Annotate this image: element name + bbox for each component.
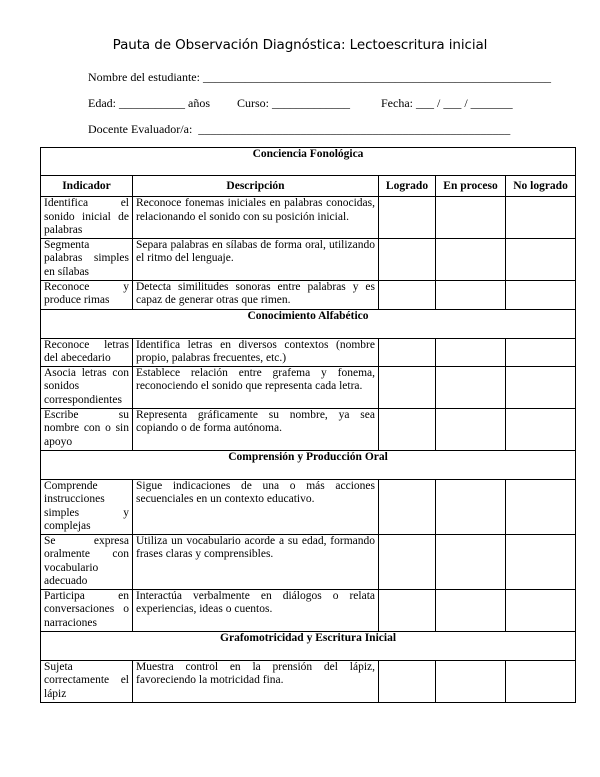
not-achieved-checkbox-cell[interactable] [506, 534, 576, 589]
indicator-cell: Participa en conversaciones o narraciones [41, 589, 133, 631]
in-progress-header: En proceso [436, 176, 506, 197]
description-cell: Interactúa verbalmente en diálogos o relata experiencias, ideas o cuentos. [133, 589, 379, 631]
not-achieved-checkbox-cell[interactable] [506, 408, 576, 450]
observation-table-body [41, 148, 576, 703]
achieved-checkbox-cell[interactable] [379, 197, 436, 239]
achieved-checkbox-cell[interactable] [379, 366, 436, 408]
indicator-row [41, 589, 576, 631]
section-row [41, 631, 576, 660]
achieved-header: Logrado [379, 176, 436, 197]
section-row [41, 148, 576, 176]
not-achieved-checkbox-cell[interactable] [506, 338, 576, 366]
description-header: Descripción [133, 176, 379, 197]
in-progress-checkbox-cell[interactable] [436, 238, 506, 280]
achieved-checkbox-cell[interactable] [379, 338, 436, 366]
teacher-field[interactable]: Docente Evaluador/a: ____________________________________________________ [88, 122, 511, 136]
in-progress-checkbox-cell[interactable] [436, 366, 506, 408]
achieved-checkbox-cell[interactable] [379, 479, 436, 534]
not-achieved-header: No logrado [506, 176, 576, 197]
indicator-row [41, 660, 576, 702]
achieved-checkbox-cell[interactable] [379, 589, 436, 631]
indicator-cell: Sujeta correctamente el lápiz [41, 660, 133, 702]
indicator-row [41, 408, 576, 450]
indicator-header: Indicador [41, 176, 133, 197]
achieved-checkbox-cell[interactable] [379, 408, 436, 450]
in-progress-checkbox-cell[interactable] [436, 280, 506, 309]
indicator-cell: Comprende instrucciones simples y complejas [41, 479, 133, 534]
achieved-checkbox-cell[interactable] [379, 660, 436, 702]
description-cell: Utiliza un vocabulario acorde a su edad, formando frases claras y comprensibles. [133, 534, 379, 589]
description-cell: Sigue indicaciones de una o más acciones secuenciales en un contexto educativo. [133, 479, 379, 534]
observation-table [40, 147, 576, 703]
indicator-row [41, 238, 576, 280]
indicator-cell: Identifica el sonido inicial de palabras [41, 197, 133, 239]
in-progress-checkbox-cell[interactable] [436, 589, 506, 631]
header-row [41, 176, 576, 197]
not-achieved-checkbox-cell[interactable] [506, 479, 576, 534]
indicator-row [41, 338, 576, 366]
indicator-cell: Reconoce y produce rimas [41, 280, 133, 309]
description-cell: Reconoce fonemas iniciales en palabras conocidas, relacionando el sonido con su posición inicial. [133, 197, 379, 239]
indicator-cell: Escribe su nombre con o sin apoyo [41, 408, 133, 450]
indicator-row [41, 280, 576, 309]
in-progress-checkbox-cell[interactable] [436, 408, 506, 450]
indicator-cell: Asocia letras con sonidos correspondientes [41, 366, 133, 408]
section-row [41, 309, 576, 338]
indicator-row [41, 479, 576, 534]
indicator-row [41, 534, 576, 589]
in-progress-checkbox-cell[interactable] [436, 338, 506, 366]
not-achieved-checkbox-cell[interactable] [506, 366, 576, 408]
indicator-cell: Se expresa oralmente con vocabulario adecuado [41, 534, 133, 589]
section-row [41, 450, 576, 479]
in-progress-checkbox-cell[interactable] [436, 534, 506, 589]
not-achieved-checkbox-cell[interactable] [506, 197, 576, 239]
age-field[interactable]: Edad: ___________ años [88, 96, 210, 110]
description-cell: Detecta similitudes sonoras entre palabras y es capaz de generar otras que rimen. [133, 280, 379, 309]
indicator-row [41, 366, 576, 408]
achieved-checkbox-cell[interactable] [379, 280, 436, 309]
in-progress-checkbox-cell[interactable] [436, 479, 506, 534]
not-achieved-checkbox-cell[interactable] [506, 280, 576, 309]
description-cell: Identifica letras en diversos contextos (nombre propio, palabras frecuentes, etc.) [133, 338, 379, 366]
achieved-checkbox-cell[interactable] [379, 534, 436, 589]
course-field[interactable]: Curso: _____________ [237, 96, 351, 110]
student-name-field[interactable]: Nombre del estudiante: __________________________________________________________ [88, 70, 551, 84]
description-cell: Establece relación entre grafema y fonema, reconociendo el sonido que representa cada letra. [133, 366, 379, 408]
indicator-cell: Segmenta palabras simples en sílabas [41, 238, 133, 280]
description-cell: Representa gráficamente su nombre, ya sea copiando o de forma autónoma. [133, 408, 379, 450]
date-field[interactable]: Fecha: ___ / ___ / _______ [381, 96, 513, 110]
section-title: Conciencia Fonológica [41, 148, 576, 176]
indicator-cell: Reconoce letras del abecedario [41, 338, 133, 366]
not-achieved-checkbox-cell[interactable] [506, 238, 576, 280]
description-cell: Muestra control en la prensión del lápiz, favoreciendo la motricidad fina. [133, 660, 379, 702]
section-title: Grafomotricidad y Escritura Inicial [41, 631, 576, 660]
indicator-row [41, 197, 576, 239]
not-achieved-checkbox-cell[interactable] [506, 589, 576, 631]
achieved-checkbox-cell[interactable] [379, 238, 436, 280]
section-title: Conocimiento Alfabético [41, 309, 576, 338]
in-progress-checkbox-cell[interactable] [436, 197, 506, 239]
section-title: Comprensión y Producción Oral [41, 450, 576, 479]
description-cell: Separa palabras en sílabas de forma oral, utilizando el ritmo del lenguaje. [133, 238, 379, 280]
page-title: Pauta de Observación Diagnóstica: Lectoescritura inicial [112, 37, 488, 53]
not-achieved-checkbox-cell[interactable] [506, 660, 576, 702]
in-progress-checkbox-cell[interactable] [436, 660, 506, 702]
